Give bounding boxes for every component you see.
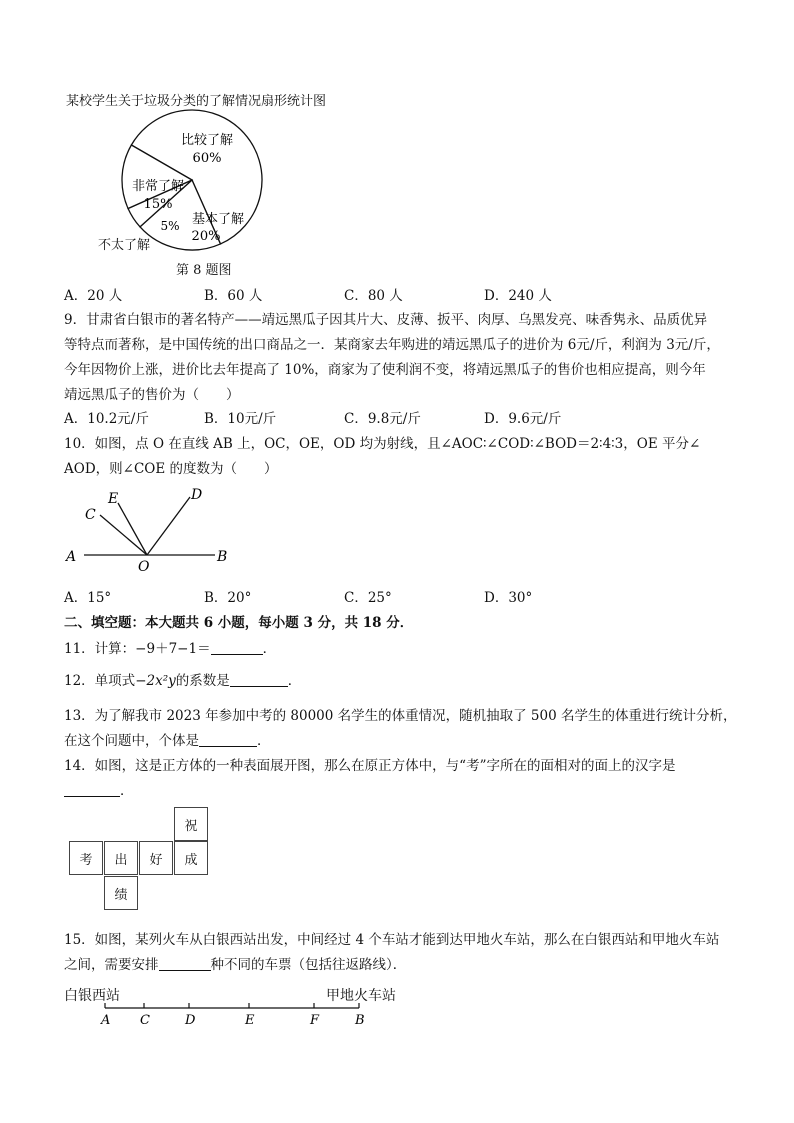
railway-line-diagram bbox=[94, 1000, 414, 1034]
ray-oc bbox=[100, 515, 147, 555]
point-label-o: O bbox=[138, 559, 150, 575]
q8-option-a: A．20 人 bbox=[64, 288, 123, 304]
q10-options bbox=[64, 586, 684, 606]
q11-answer-blank bbox=[211, 640, 263, 655]
q10-line-2: AOD，则∠COE 的度数为（ ） bbox=[64, 461, 278, 477]
q9-option-a: A．10.2元/斤 bbox=[64, 411, 149, 427]
slice-label-butai: 不太了解 bbox=[98, 238, 151, 253]
pie-chart-title: 某校学生关于垃圾分类的了解情况扇形统计图 bbox=[66, 94, 327, 109]
q8-options bbox=[64, 284, 684, 304]
station-label-right: 甲地火车站 bbox=[326, 988, 396, 1004]
q12-middle: 的系数是 bbox=[175, 673, 230, 689]
q11 bbox=[64, 637, 276, 657]
cube-face-ji: 绩 bbox=[104, 876, 138, 910]
q15-line-2 bbox=[64, 953, 406, 973]
ray-od bbox=[147, 497, 190, 555]
q9-option-c: C．9.8元/斤 bbox=[344, 411, 421, 427]
slice-percent-jiben: 20% bbox=[191, 229, 221, 244]
q15-line-1: 15．如图，某列火车从白银西站出发，中间经过 4 个车站才能到达甲地火车站，那么在白银西站和甲地火车站 bbox=[64, 932, 720, 948]
cube-face-chu: 出 bbox=[104, 841, 138, 875]
point-label-d: D bbox=[191, 487, 203, 503]
cube-face-hao: 好 bbox=[139, 841, 173, 875]
slice-label-bijiao: 比较了解 bbox=[180, 133, 234, 148]
q10-angle-diagram bbox=[60, 485, 260, 575]
station-label-left: 白银西站 bbox=[64, 988, 120, 1004]
q8-option-c: C．80 人 bbox=[344, 288, 403, 304]
q13-line-1: 13．为了解我市 2023 年参加中考的 80000 名学生的体重情况，随机抽取了 500 名学生的体重进行统计分析， bbox=[64, 708, 737, 724]
q12-text: 12．单项式 bbox=[64, 673, 136, 689]
point-label-a: A bbox=[66, 549, 77, 565]
q10-option-b: B．20° bbox=[204, 590, 252, 606]
q10-option-c: C．25° bbox=[344, 590, 392, 606]
q10-line-1: 10．如图，点 O 在直线 AB 上，OC，OE，OD 均为射线，且∠AOC∶∠COD∶∠BOD＝2∶4∶3，OE 平分∠ bbox=[64, 436, 701, 452]
q9-line-4: 靖远黑瓜子的售价为（ ） bbox=[64, 387, 240, 403]
rail-point-label-b: B bbox=[355, 1013, 365, 1028]
q13-answer-blank bbox=[199, 732, 257, 747]
q8-option-b: B．60 人 bbox=[204, 288, 263, 304]
slice-percent-butai: 5% bbox=[160, 219, 180, 233]
q10-option-a: A．15° bbox=[64, 590, 112, 606]
cube-face-cheng: 成 bbox=[174, 841, 208, 875]
q9-option-b: B．10元/斤 bbox=[204, 411, 277, 427]
rail-point-label-a: A bbox=[101, 1013, 111, 1028]
slice-label-feichang: 非常了解 bbox=[131, 179, 185, 194]
slice-percent-bijiao: 60% bbox=[192, 151, 222, 166]
q14-answer-blank bbox=[64, 782, 120, 797]
q15-text: 之间，需要安排 bbox=[64, 957, 159, 973]
point-label-c: C bbox=[85, 507, 96, 523]
figure-caption-q8: 第 8 题图 bbox=[176, 263, 232, 278]
q9-option-d: D．9.6元/斤 bbox=[484, 411, 562, 427]
q11-text: 11．计算：−9＋7−1＝ bbox=[64, 641, 211, 657]
rail-point-label-d: D bbox=[185, 1013, 196, 1028]
q12-answer-blank bbox=[230, 672, 288, 687]
q9-options bbox=[64, 407, 684, 427]
q12-suffix: ． bbox=[287, 673, 302, 689]
section-heading-fill-in: 二、填空题：本大题共 6 小题，每小题 3 分，共 18 分． bbox=[64, 615, 414, 631]
point-label-b: B bbox=[217, 549, 228, 565]
q15-suffix: 种不同的车票（包括往返路线）． bbox=[210, 957, 407, 973]
cube-face-kao: 考 bbox=[69, 841, 103, 875]
q14-line-2 bbox=[64, 779, 134, 799]
q13-text: 在这个问题中，个体是 bbox=[64, 733, 199, 749]
q13-suffix: ． bbox=[257, 733, 271, 749]
q8-option-d: D．240 人 bbox=[484, 288, 552, 304]
cube-face-zhu: 祝 bbox=[174, 807, 208, 841]
q9-line-2: 等特点而著称，是中国传统的出口商品之一．某商家去年购进的靖远黑瓜子的进价为 6元/斤，利润为 3元/斤， bbox=[64, 337, 720, 353]
slice-label-jiben: 基本了解 bbox=[191, 212, 245, 227]
q12-expression: −2x²y bbox=[135, 673, 176, 689]
slice-percent-feichang: 15% bbox=[143, 197, 173, 212]
rail-point-label-f: F bbox=[310, 1013, 320, 1028]
q9-line-1: 9．甘肃省白银市的著名特产——靖远黑瓜子因其片大、皮薄、扳平、肉厚、乌黑发亮、味香隽永、品质优异 bbox=[64, 312, 708, 328]
q12 bbox=[64, 669, 301, 689]
ray-oe bbox=[118, 503, 147, 555]
rail-point-label-c: C bbox=[140, 1013, 150, 1028]
point-label-e: E bbox=[108, 491, 119, 507]
q13-line-2 bbox=[64, 729, 271, 749]
rail-point-label-e: E bbox=[245, 1013, 255, 1028]
q14-suffix: ． bbox=[120, 783, 134, 799]
q15-answer-blank bbox=[159, 956, 211, 971]
q9-line-3: 今年因物价上涨，进价比去年提高了 10%，商家为了使利润不变，将靖远黑瓜子的售价也相应提高，则今年 bbox=[64, 362, 706, 378]
q11-suffix: ． bbox=[262, 641, 277, 657]
q10-option-d: D．30° bbox=[484, 590, 533, 606]
q14-line-1: 14．如图，这是正方体的一种表面展开图，那么在原正方体中，与“考”字所在的面相对的面上的汉字是 bbox=[64, 758, 676, 774]
